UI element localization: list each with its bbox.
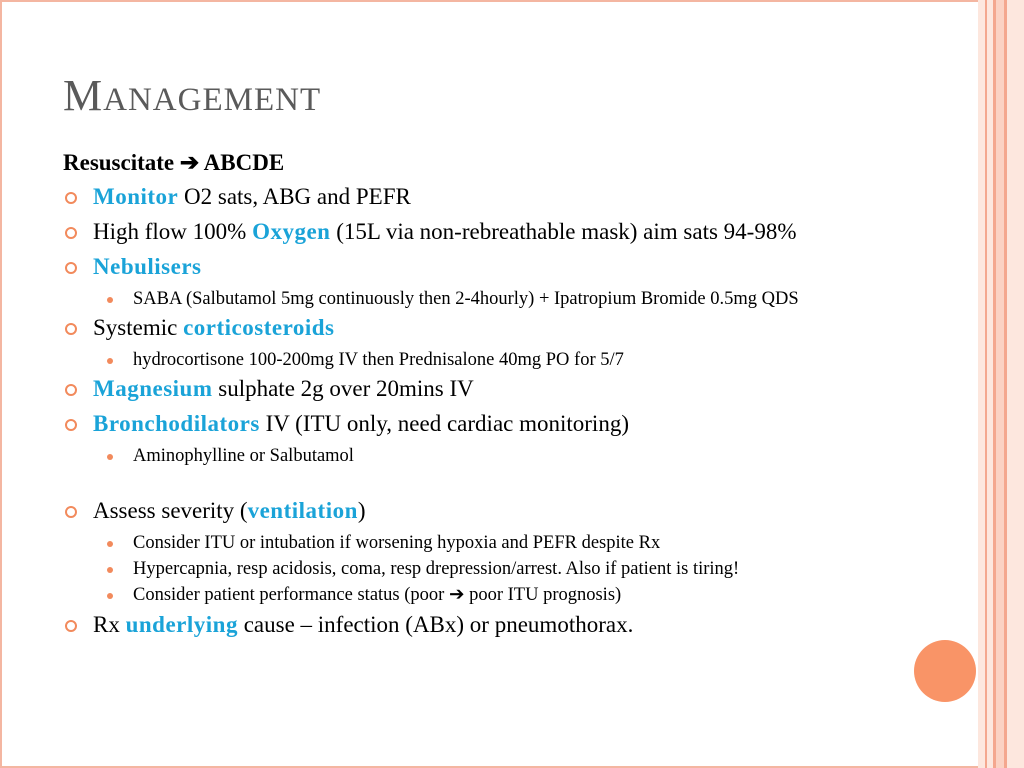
sub-bullet-icon bbox=[107, 567, 113, 573]
frame-left-border bbox=[0, 0, 2, 768]
sub-item-aminophylline: Aminophylline or Salbutamol bbox=[63, 446, 943, 467]
list-item-magnesium: Magnesium sulphate 2g over 20mins IV bbox=[63, 376, 943, 402]
list-item-assess-severity: Assess severity (ventilation) bbox=[63, 498, 943, 524]
list-item-monitor: Monitor O2 sats, ABG and PEFR bbox=[63, 184, 943, 210]
list-item-underlying-cause: Rx underlying cause – infection (ABx) or pneumothorax. bbox=[63, 612, 943, 638]
sub-bullet-icon bbox=[107, 454, 113, 460]
bullet-icon bbox=[65, 620, 77, 632]
list-item-corticosteroids: Systemic corticosteroids bbox=[63, 315, 943, 341]
sub-item-performance-status: Consider patient performance status (poor ➔ poor ITU prognosis) bbox=[63, 585, 943, 606]
arrow-icon: ➔ bbox=[179, 150, 200, 175]
list-item-bronchodilators: Bronchodilators IV (ITU only, need cardiac monitoring) bbox=[63, 411, 943, 437]
bullet-icon bbox=[65, 323, 77, 335]
sub-item-hydrocortisone: hydrocortisone 100-200mg IV then Prednisalone 40mg PO for 5/7 bbox=[63, 350, 943, 371]
sub-bullet-icon bbox=[107, 541, 113, 547]
frame-top-border bbox=[0, 0, 978, 2]
bullet-icon bbox=[65, 506, 77, 518]
list-item-nebulisers: Nebulisers bbox=[63, 254, 943, 280]
sub-bullet-icon bbox=[107, 593, 113, 599]
bullet-icon bbox=[65, 419, 77, 431]
decorative-circle bbox=[914, 640, 976, 702]
slide-title bbox=[63, 70, 321, 121]
sub-bullet-icon bbox=[107, 358, 113, 364]
sub-bullet-icon bbox=[107, 297, 113, 303]
list-item-oxygen: High flow 100% Oxygen (15L via non-rebreathable mask) aim sats 94-98% bbox=[63, 219, 943, 245]
sub-item-consider-itu: Consider ITU or intubation if worsening hypoxia and PEFR despite Rx bbox=[63, 533, 943, 554]
title-rest: ANAGEMENT bbox=[103, 82, 322, 118]
resuscitate-header: Resuscitate ➔ ABCDE bbox=[63, 150, 285, 175]
bullet-icon bbox=[65, 227, 77, 239]
bullet-icon bbox=[65, 192, 77, 204]
arrow-icon: ➔ bbox=[448, 585, 465, 605]
title-first-letter: M bbox=[63, 71, 104, 120]
bullet-icon bbox=[65, 262, 77, 274]
spacer bbox=[63, 472, 943, 498]
decorative-stripes bbox=[978, 0, 1024, 768]
sub-item-saba: SABA (Salbutamol 5mg continuously then 2-4hourly) + Ipatropium Bromide 0.5mg QDS bbox=[63, 289, 943, 310]
slide-content bbox=[63, 150, 943, 647]
sub-item-hypercapnia: Hypercapnia, resp acidosis, coma, resp drepression/arrest. Also if patient is tiring! bbox=[63, 559, 943, 580]
bullet-icon bbox=[65, 384, 77, 396]
